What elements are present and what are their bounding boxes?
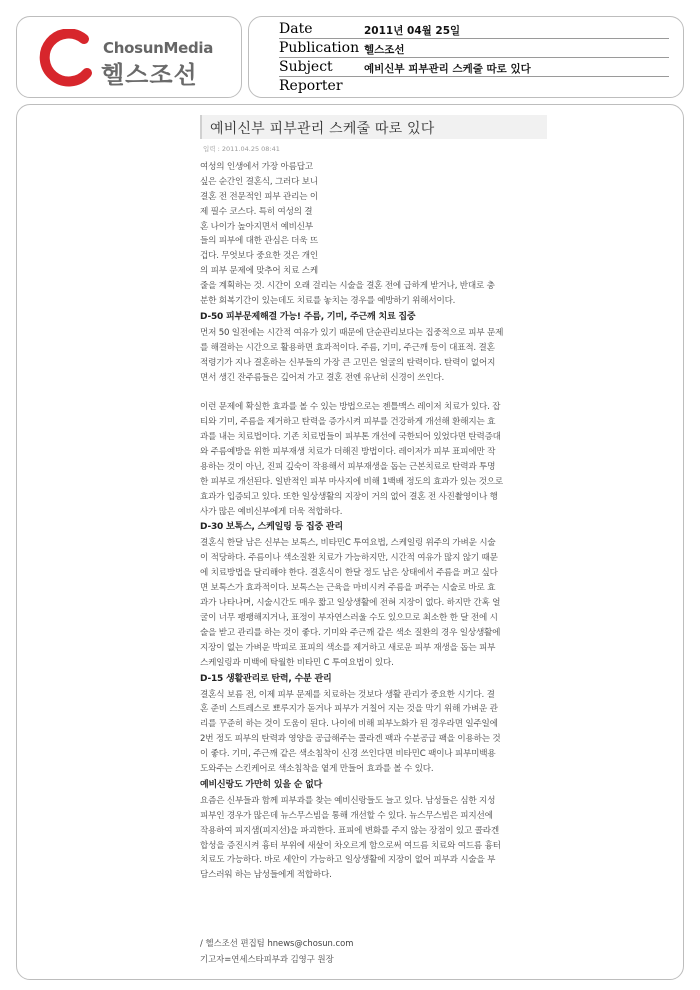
paragraph-line: 사가 많은 예비신부에게 더욱 적합하다. — [200, 506, 343, 517]
section-heading: D-15 생활관리로 탄력, 수분 관리 — [200, 673, 332, 684]
reporter-label: Reporter — [279, 78, 343, 94]
article-title-bar — [200, 115, 547, 139]
footer-editor-line: / 헬스조선 편집팀 hnews@chosun.com — [200, 938, 354, 948]
section-heading: D-50 피부문제해결 가능! 주름, 기미, 주근깨 치료 집중 — [200, 311, 416, 322]
article-date-line: 입력 : 2011.04.25 08:41 — [203, 145, 280, 153]
article-footer — [200, 935, 353, 967]
intro-line: 줄을 계획하는 것. 시간이 오래 걸리는 시술을 결혼 전에 급하게 받거나, 반대로 충 — [200, 281, 495, 292]
paragraph-line: 작용하여 피지샘(피지선)을 파괴한다. 표피에 변화를 주지 않는 장점이 있고 콜라겐 — [200, 825, 499, 836]
subject-value: 예비신부 피부관리 스케줄 따로 있다 — [364, 63, 531, 75]
paragraph-line: 이 좋다. 기미, 주근깨 같은 색소침착이 신경 쓰인다면 비타민C 팩이나 피부미백용 — [200, 749, 496, 760]
article-title: 예비신부 피부관리 스케줄 따로 있다 — [210, 121, 435, 137]
intro-line: 겁다. 무엇보다 중요한 것은 개인 — [200, 251, 318, 262]
paragraph-line: 도와주는 스킨케어로 색소침착을 옅게 만들어 효과를 볼 수 있다. — [200, 763, 434, 774]
paragraph-line: 담스러워 하는 남성들에게 적합하다. — [200, 870, 332, 881]
paragraph-line: 적령기가 지나 결혼하는 신부들의 가장 큰 고민은 얼굴의 탄력이다. 탄력이 없어지 — [200, 357, 496, 368]
paragraph-line: 요즘은 신부들과 함께 피부과를 찾는 예비신랑들도 늘고 있다. 남성들은 심한 지성 — [200, 795, 496, 806]
logo-brand-top: ChosunMedia — [103, 39, 214, 57]
logo-brand-main: 헬스조선 — [101, 61, 198, 89]
article-body — [200, 160, 548, 883]
intro-line: 혼 나이가 높아지면서 예비신부 — [200, 221, 313, 232]
paragraph-line: 를 해결하는 시간으로 활용하면 효과적이다. 주름, 기미, 주근깨 등이 대표적. 결혼 — [200, 342, 495, 353]
publication-label: Publication — [279, 40, 360, 56]
meta-reporter-row — [279, 78, 669, 96]
paragraph-line: 2번 정도 피부의 탄력과 영양을 공급해주는 콜라겐 팩과 수분공급 팩을 이용하는 것 — [200, 734, 501, 745]
paragraph-line: 치료도 가능하다. 바로 세안이 가능하고 일상생활에 지장이 없어 피부과 시술을 부 — [200, 855, 496, 866]
intro-line: 제 필수 코스다. 특히 여성의 결 — [200, 206, 313, 217]
meta-box — [248, 16, 684, 98]
paragraph-line: 합성을 증진시켜 흉터 부위에 새살이 차오르게 함으로써 여드름 치료와 여드름 흉터 — [200, 840, 501, 851]
paragraph-line: 피부인 경우가 많은데 뉴스무스빔을 통해 개선할 수 있다. 뉴스무스빔은 피지선에 — [200, 810, 493, 821]
meta-date-row — [279, 21, 669, 39]
paragraph-line: 결혼식 한달 남은 신부는 보톡스, 비타민C 투여요법, 스케일링 위주의 가벼운 시술 — [200, 538, 496, 549]
paragraph-line: 와 주름예방을 위한 피부재생 치료가 더해진 방법이다. 레이저가 피부 표피에만 작 — [200, 447, 496, 458]
intro-line: 결혼 전 전문적인 피부 관리는 이 — [200, 191, 318, 202]
section-heading: 예비신랑도 가만히 있을 순 없다 — [200, 779, 323, 790]
date-value: 2011년 04월 25일 — [364, 25, 461, 37]
paragraph-line: 면서 생긴 잔주름들은 깊어져 가고 결혼 전엔 유난히 신경이 쓰인다. — [200, 372, 445, 383]
paragraph-line: 지장이 없는 가벼운 박피로 표피의 색소를 제거하고 새로운 피부 재생을 돕는 피부 — [200, 642, 496, 653]
paragraph-line: 용하는 것이 아닌, 진피 깊숙이 작용해서 피부재생을 돕는 근본치료로 탄력과 투명 — [200, 461, 496, 472]
meta-divider — [279, 38, 669, 39]
paragraph-line: 술을 받고 관리를 하는 것이 좋다. 기미와 주근깨 같은 색소 질환의 경우 일상생활에 — [200, 627, 501, 638]
paragraph-line: 스케일링과 미백에 탁월한 비타민 C 투여요법이 있다. — [200, 657, 394, 668]
paragraph-line: 혼 준비 스트레스로 뾰루지가 돋거나 피부가 거칠어 지는 것을 막기 위해 가벼운 관 — [200, 704, 498, 715]
date-label: Date — [279, 21, 313, 37]
meta-divider — [279, 76, 669, 77]
section-heading: D-30 보톡스, 스케일링 등 집중 관리 — [200, 522, 343, 533]
paragraph-line: 이 적당하다. 주름이나 색소질환 치료가 가능하지만, 시간적 여유가 많지 않기 때문 — [200, 553, 498, 564]
paragraph-line: 티와 기미, 주름을 제거하고 탄력을 증가시켜 피부를 건강하게 개선해 환해지는 효 — [200, 417, 496, 428]
intro-line: 의 피부 문제에 맞추어 치료 스케 — [200, 266, 318, 277]
chosun-c-logo-icon — [37, 29, 95, 87]
paragraph-line: 먼저 50 일전에는 시간적 여유가 있기 때문에 단순관리보다는 집중적으로 피부 문제 — [200, 327, 504, 338]
paragraph-line: 한 피부로 개선된다. 일반적인 피부 마사지에 비해 1백배 정도의 효과가 있는 것으로 — [200, 476, 504, 487]
publication-value: 헬스조선 — [364, 44, 405, 56]
paragraph-line: 이런 문제에 확실한 효과를 볼 수 있는 방법으로는 젠틀맥스 레이저 치료가 있다. 잡 — [200, 402, 501, 413]
intro-line: 들의 피부에 대한 관심은 더욱 뜨 — [200, 236, 318, 247]
intro-line: 분한 회복기간이 있는데도 치료를 놓치는 경우를 예방하기 위해서이다. — [200, 296, 456, 307]
footer-contributor-line: 기고자=연세스타피부과 김영구 원장 — [200, 954, 334, 964]
paragraph-line: 결혼식 보름 전, 이제 피부 문제를 치료하는 것보다 생활 관리가 중요한 시기다. 결 — [200, 689, 495, 700]
meta-subject-row — [279, 59, 669, 77]
paragraph-line: 과를 내는 치료법이다. 기존 치료법들이 피부톤 개선에 국한되어 있었다면 탄력증대 — [200, 432, 501, 443]
intro-line: 여성의 인생에서 가장 아름답고 — [200, 162, 313, 172]
paragraph-line: 리를 꾸준히 하는 것이 도움이 된다. 나이에 비해 피부노화가 된 경우라면 일주일에 — [200, 719, 498, 730]
meta-publication-row — [279, 40, 669, 58]
paragraph-line: 굴이 너무 팽팽해지거나, 표정이 부자연스러울 수도 있으므로 최소한 한 달 전에 시 — [200, 612, 498, 623]
paragraph-line — [200, 385, 548, 400]
paragraph-line: 에 치료방법을 달리해야 한다. 결혼식이 한달 정도 남은 상태에서 주름을 펴고 싶다 — [200, 568, 498, 579]
intro-line: 싶은 순간인 결혼식, 그러다 보니 — [200, 176, 318, 187]
paragraph-line: 과가 나타나며, 시술시간도 매우 짧고 일상생활에 전혀 지장이 없다. 하지만 간혹 얼 — [200, 598, 501, 609]
paragraph-line: 면 보톡스가 효과적이다. 보톡스는 근육을 마비시켜 주름을 펴주는 시술로 바로 효 — [200, 583, 496, 594]
paragraph-line: 효과가 입증되고 있다. 또한 일상생활의 지장이 거의 없어 결혼 전 사진촬영이나 행 — [200, 491, 498, 502]
subject-label: Subject — [279, 59, 333, 75]
meta-divider — [279, 57, 669, 58]
logo-box — [16, 16, 242, 98]
